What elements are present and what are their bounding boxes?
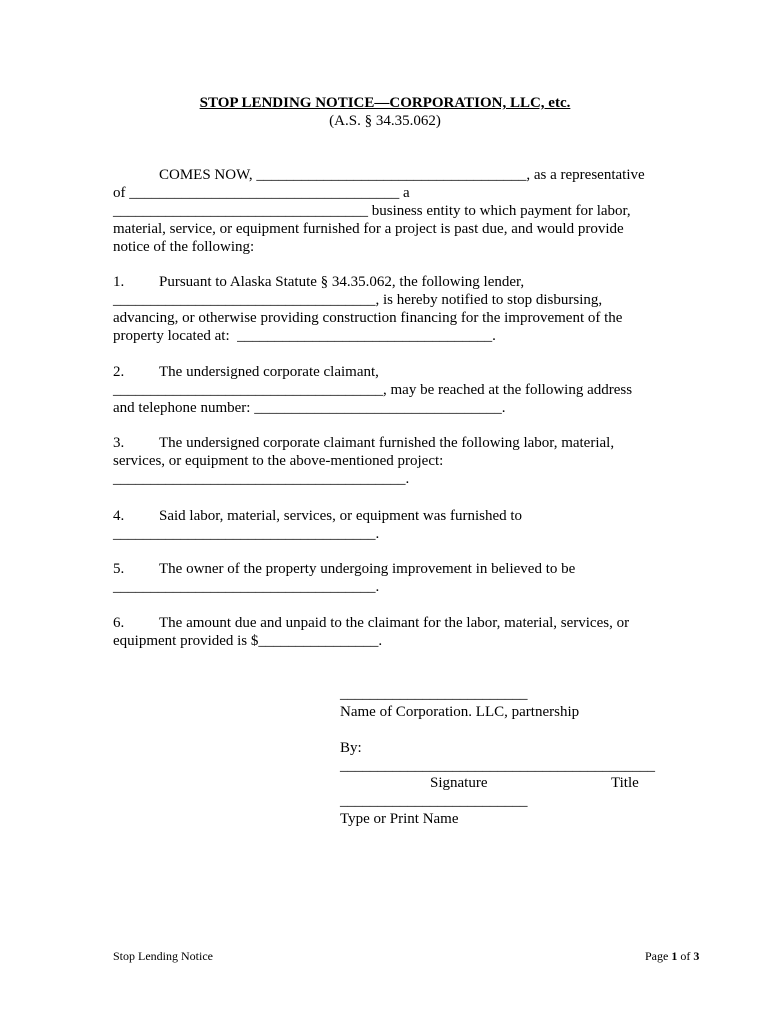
by-label: By: (340, 740, 362, 756)
item-text: The amount due and unpaid to the claimant for the labor, material, services, or (159, 615, 630, 631)
item-number: 5. (113, 561, 125, 577)
intro-line: of ____________________________________ a (113, 185, 410, 201)
item-text: ___________________________________, is hereby notified to stop disbursing, (113, 292, 603, 308)
intro-line: __________________________________ business entity to which payment for labor, (113, 203, 631, 219)
item-text: _______________________________________. (113, 471, 410, 487)
statute-citation: (A.S. § 34.35.062) (329, 113, 441, 129)
signature-line: __________________________________________ (340, 758, 655, 774)
item-text: ____________________________________, may be reached at the following address (113, 382, 633, 398)
item-text: The owner of the property undergoing improvement in believed to be (159, 561, 576, 577)
item-text: Said labor, material, services, or equipment was furnished to (159, 508, 523, 524)
page-of: of (677, 949, 694, 963)
item-text: The undersigned corporate claimant furnished the following labor, material, (159, 435, 615, 451)
item-number: 2. (113, 364, 125, 380)
item-number: 3. (113, 435, 125, 451)
printed-name-label: Type or Print Name (340, 811, 459, 827)
item-number: 1. (113, 274, 125, 290)
item-text: ___________________________________. (113, 526, 380, 542)
document-title: STOP LENDING NOTICE—CORPORATION, LLC, etc. (199, 95, 571, 111)
title-label: Title (611, 775, 639, 791)
item-text: and telephone number: _________________________________. (113, 400, 506, 416)
item-text: advancing, or otherwise providing construction financing for the improvement of the (113, 310, 623, 326)
item-text: ___________________________________. (113, 579, 380, 595)
item-text: property located at: __________________________________. (113, 328, 496, 344)
intro-line: material, service, or equipment furnished for a project is past due, and would provide (113, 221, 624, 237)
signature-label: Signature (430, 775, 488, 791)
item-text: Pursuant to Alaska Statute § 34.35.062, the following lender, (159, 274, 525, 290)
corporation-name-line: _________________________ (340, 686, 528, 702)
intro-line: COMES NOW, ____________________________________, as a representative (159, 167, 645, 183)
footer-page-number (645, 949, 699, 964)
printed-name-line: _________________________ (340, 793, 528, 809)
intro-line: notice of the following: (113, 239, 255, 255)
page-current: 1 (671, 949, 678, 963)
item-text: The undersigned corporate claimant, (159, 364, 379, 380)
item-text: services, or equipment to the above-mentioned project: (113, 453, 444, 469)
item-text: equipment provided is $________________. (113, 633, 383, 649)
page-total: 3 (693, 949, 700, 963)
item-number: 6. (113, 615, 125, 631)
page-prefix: Page (645, 949, 672, 963)
corporation-name-label: Name of Corporation. LLC, partnership (340, 704, 580, 720)
footer-document-name: Stop Lending Notice (113, 949, 213, 963)
item-number: 4. (113, 508, 125, 524)
